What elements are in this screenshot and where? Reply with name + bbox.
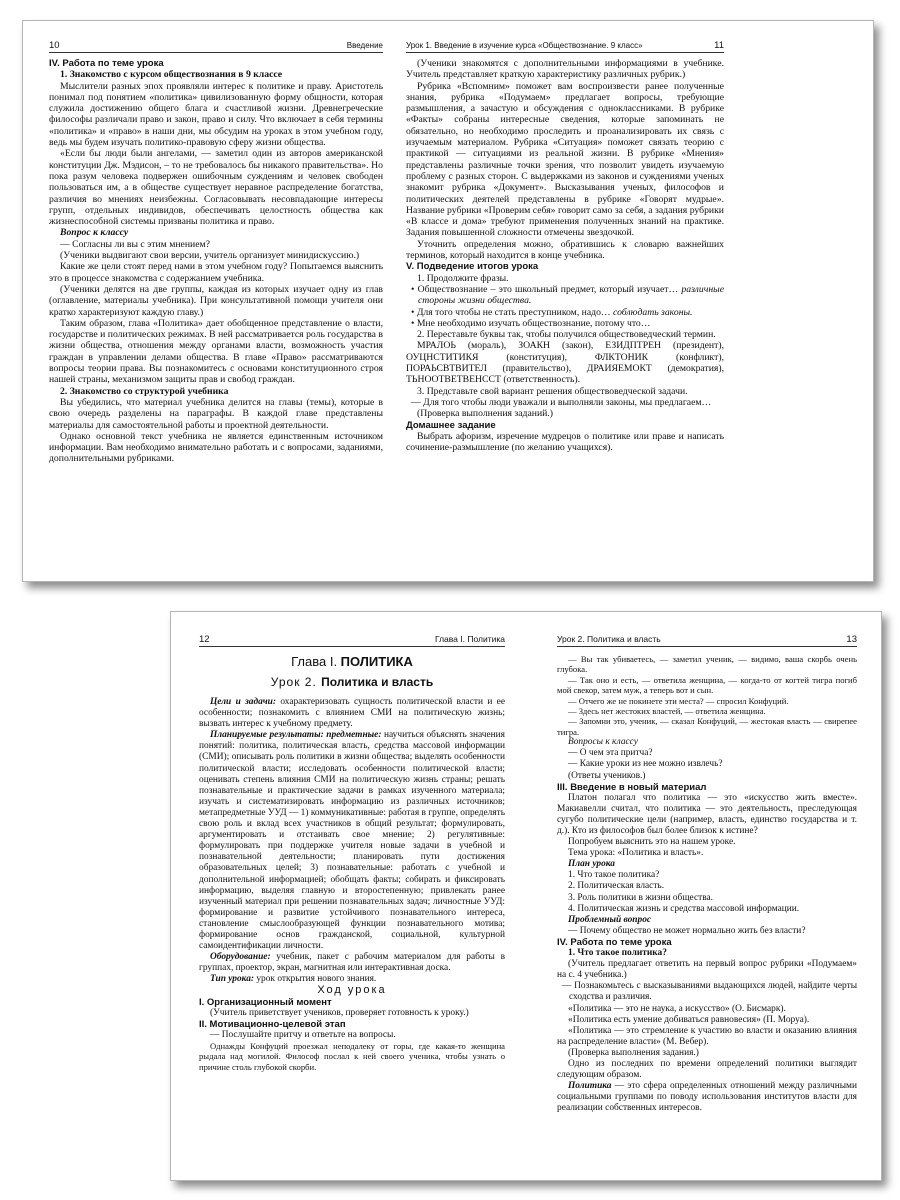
paragraph-text: Рубрика «Вспомним» поможет вам воспроизвести ранее полученные знания, рубрика «Подумаем» предлагает вопросы, требующие размышления, а зачастую и обсуждения с одноклассниками. В рубрике «Факты» собраны интересные сведения, которые запоминать не обязательно, но необходимо проследить и проанализировать их связь с изучаемым материалом. Рубрика «Ситуация» поможет связать теорию с практикой — ситуациями из реальной жизни. В рубрике «Мнения» представлены различные точки зрения, что позволит увидеть изучаемую проблему с разных сторон. С выдержками из законов и суждениями ученых знакомит рубрика «Документ». Высказывания ученых, философов и политических деятелей представлены в рубрике «Говорят мудрые». Название рубрики «Проверим себя» говорит само за себя, а задания рубрики «В классе и дома» требуют применения полученных знаний на практике. Задания повышенной сложности отмечены звездочкой. xyxy=(406,80,724,239)
running-head: Урок 2. Политика и власть xyxy=(557,634,661,644)
paragraph xyxy=(49,261,383,284)
paragraph xyxy=(406,431,724,454)
paragraph xyxy=(557,915,857,926)
paragraph-text: охарактеризовать сущность политической власти и ее особенности; познакомить с влиянием СМИ на политическую жизнь; вызвать интерес к учебному предмету. xyxy=(199,697,505,730)
paragraph xyxy=(406,329,724,340)
paragraph-text: • Обществознание – это школьный предмет, который изучает… xyxy=(411,283,682,295)
paragraph xyxy=(557,959,857,981)
paragraph-text: Однажды Конфуций проезжал неподалеку от горы, где какая-то женщина рыдала над могилой. Философ послал к ней своего ученика, чтобы узнать о причине столь глубокой скорби. xyxy=(199,1040,505,1072)
paragraph xyxy=(557,870,857,881)
paragraph-text: Платон полагал что политика — это «искусство жить вместе». Макиавелли считал, что политика — это деятельность, преследующая сугубо политические цели (например, власть, единство государства и т. д.). Кто из философов был более близок к истине? xyxy=(557,792,857,836)
page-body xyxy=(557,654,857,1114)
paragraph xyxy=(557,706,857,716)
paragraph-text: (Учитель предлагает ответить на первый вопрос рубрики «Подумаем» на с. 4 учебника.) xyxy=(557,959,857,981)
paragraph xyxy=(49,250,383,261)
paragraph xyxy=(557,1059,857,1081)
lead-label: Тип урока: xyxy=(210,974,255,985)
paragraph xyxy=(406,307,724,318)
emphasis-text: соблюдать законы. xyxy=(613,306,693,318)
paragraph xyxy=(557,904,857,915)
paragraph xyxy=(49,239,383,250)
paragraph-text: Вы убедились, что материал учебника делится на главы (темы), которые в свою очередь разделены на параграфы. В каждой главе представлены материалы для самостоятельной работы и проектной деятельности. xyxy=(49,396,383,431)
paragraph-text: V. Подведение итогов урока xyxy=(406,261,539,273)
paragraph xyxy=(557,737,857,748)
paragraph xyxy=(557,696,857,706)
paragraph-text: — Отчего же не покинете эти места? — спросил Конфуций. xyxy=(568,695,789,706)
paragraph-text: Мыслители разных эпох проявляли интерес к политике и праву. Аристотель понимал под понятием «политика» цивилизованную форму общности, которая служила достижению общего блага и счастливой жизни. Древнегреческие философы различали право и закон, право и силу. Что включает в себя термины «политика» и «право» в наши дни, мы обсудим на уроках в этом учебном году, ведь мы будем изучать политико-правовую сферу жизни общества. xyxy=(49,80,383,149)
paragraph-text: Однако основной текст учебника не является единственным источником информации. Вам необходимо внимательно работать и с вопросами, заданиями, дополнительными рубриками. xyxy=(49,430,383,465)
paragraph xyxy=(557,654,857,675)
paragraph-text: «Политика — это стремление к участию во власти и оказанию влияния на распределение власти» (М. Вебер). xyxy=(557,1025,857,1047)
paragraph xyxy=(557,881,857,892)
paragraph-text: 4. Политическая жизнь и средства массовой информации. xyxy=(568,903,800,914)
paragraph xyxy=(199,1008,505,1019)
section-heading xyxy=(199,997,505,1008)
paragraph-text: Таким образом, глава «Политика» дает обобщенное представление о власти, государстве и политических режимах. В ней рассматривается роль государства в жизни общества, отношения между органами власти, возможность участия граждан в управлении делами общества. В главе «Право» рассматриваются вопросы теории права. Вы познакомитесь с основами конституционного строя нашей страны, механизмом защиты прав и свобод граждан. xyxy=(49,317,383,386)
paragraph xyxy=(199,697,505,730)
lesson-name: Политика и власть xyxy=(321,675,434,689)
paragraph xyxy=(406,318,724,329)
section-heading xyxy=(406,261,724,272)
paragraph xyxy=(557,837,857,848)
running-head: Урок 1. Введение в изучение курса «Обществознание. 9 класс» xyxy=(406,41,643,50)
paragraph-text: (Проверка выполнения заданий.) xyxy=(417,408,553,420)
paragraph-text: (Проверка выполнения задания.) xyxy=(568,1047,699,1058)
paragraph-text: Домашнее задание xyxy=(406,419,496,431)
page-header xyxy=(557,634,857,647)
lead-label: Оборудование: xyxy=(210,952,271,963)
paragraph-text: (Ученики знакомятся с дополнительными информациями в учебнике. Учитель представляет краткую характеристику различных рубрик.) xyxy=(406,58,724,81)
paragraph xyxy=(406,58,724,81)
chapter-name: ПОЛИТИКА xyxy=(340,654,413,669)
paragraph-text: Проблемный вопрос xyxy=(568,914,652,925)
page-header xyxy=(199,634,505,647)
paragraph xyxy=(557,716,857,737)
paragraph-text: — это сфера определенных отношений между различными социальными группами по поводу использования институтов власти для реализации собственных интересов. xyxy=(557,1081,857,1114)
page-11 xyxy=(406,40,724,580)
lead-label: Цели и задачи: xyxy=(210,697,276,707)
paragraph xyxy=(557,748,857,759)
paragraph xyxy=(406,408,724,419)
paragraph xyxy=(406,397,724,408)
paragraph-text: «Если бы люди были ангелами, — заметил один из авторов американской конституции Дж. Мэдисон, – то не требовалось бы никакого правительства». Но пока разум человека подвержен ошибочным суждениям и человек свободен пользоваться им, а в обществе существует неравное распределение богатства, различия во мнениях неизбежны. Согласовывать несовпадающие интересы групп, отдельных индивидов, обеспечивать целостность общества как жизнеспособной системы призваны политика и право. xyxy=(49,148,383,228)
section-heading xyxy=(557,937,857,948)
paragraph-text: Ход урока xyxy=(317,984,387,997)
paragraph xyxy=(406,340,724,385)
paragraph-text: — Вы так убиваетесь, — заметил ученик, — видимо, ваша скорбь очень глубока. xyxy=(557,654,857,675)
paragraph-text: (Ученики выдвигают свои версии, учитель организует минидискуссию.) xyxy=(60,250,360,262)
lesson-title xyxy=(199,675,505,689)
paragraph-text: «Политика есть умение добиваться равновесия» (П. Моруа). xyxy=(568,1014,810,1025)
paragraph xyxy=(557,1081,857,1114)
paragraph-text: — Так оно и есть, — ответила женщина, — когда-то от когтей тигра погиб мой свекор, затем муж, а теперь вот и сын. xyxy=(557,674,857,696)
paragraph-text: (Ученики делятся на две группы, каждая из которых изучает одну из глав (оглавление, материалы учебника). При консультативной помощи учителя они кратко характеризуют каждую главу.) xyxy=(49,283,383,318)
paragraph-text: 3. Роль политики в жизни общества. xyxy=(568,892,714,903)
paragraph-text: IV. Работа по теме урока xyxy=(49,58,164,69)
paragraph xyxy=(557,675,857,696)
paragraph xyxy=(49,397,383,431)
paragraph xyxy=(49,81,383,149)
lead-term: Политика xyxy=(568,1081,612,1092)
section-heading xyxy=(199,985,505,996)
paragraph-text: План урока xyxy=(568,859,615,870)
paragraph-text: Вопрос к классу xyxy=(60,227,129,239)
paragraph xyxy=(557,926,857,937)
section-heading xyxy=(557,782,857,793)
paragraph xyxy=(199,952,505,974)
section-heading xyxy=(49,58,383,69)
paragraph-text: I. Организационный момент xyxy=(199,996,332,1008)
paragraph xyxy=(49,431,383,465)
paragraph-text: — Познакомьтесь с высказываниями выдающихся людей, найдите черты сходства и различия. xyxy=(562,981,857,1003)
page-body xyxy=(406,58,724,453)
paragraph xyxy=(199,1030,505,1041)
section-heading xyxy=(557,948,857,959)
paragraph-text: — Согласны ли вы с этим мнением? xyxy=(60,238,210,250)
paragraph xyxy=(49,284,383,318)
section-heading xyxy=(199,1019,505,1030)
page-number: 11 xyxy=(714,40,724,51)
chapter-prefix: Глава I. xyxy=(291,654,341,669)
paragraph-text: Какие же цели стоят перед нами в этом учебном году? Попытаемся выяснить это в процессе знакомства с содержанием учебника. xyxy=(49,261,383,284)
page-body xyxy=(199,697,505,1072)
page-12 xyxy=(199,634,505,1179)
paragraph-text: • Мне необходимо изучать обществознание, потому что… xyxy=(411,317,651,329)
paragraph-text: — Для того чтобы люди уважали и выполняли законы, мы предлагаем… xyxy=(411,396,712,408)
page-number: 12 xyxy=(199,634,210,645)
paragraph-text: • Для того чтобы не стать преступником, надо… xyxy=(411,306,614,318)
paragraph xyxy=(406,273,724,284)
paragraph-text: IV. Работа по теме урока xyxy=(557,936,672,948)
page-header xyxy=(406,40,724,53)
paragraph-text: — О чем эта притча? xyxy=(568,748,653,759)
paragraph xyxy=(199,730,505,952)
paragraph-text: Тема урока: «Политика и власть». xyxy=(568,848,704,859)
paragraph xyxy=(557,859,857,870)
paragraph xyxy=(49,148,383,227)
emphasis-text: различные стороны жизни общества. xyxy=(418,283,724,307)
paragraph-text: 1. Что такое политика? xyxy=(568,870,660,881)
paragraph-text: Попробуем выяснить это на нашем уроке. xyxy=(568,837,736,848)
paragraph-text: МРАЛОЬ (мораль), ЗОАКН (закон), ЕЗИДПТРЕН (президент), ОУЦНСТИТИКЯ (конституция), ФЛКТОНИК (конфликт), ПОРАЬСВТВИТЕЛ (правительство), ДРАИЯЕМОКТ (демократия), ТЬНООТВЕТВЕНССТ (ответственность). xyxy=(406,340,724,386)
page-13 xyxy=(557,634,857,1179)
page-10 xyxy=(49,40,383,580)
section-heading xyxy=(406,420,724,431)
section-heading xyxy=(49,386,383,397)
paragraph xyxy=(557,1048,857,1059)
lead-label: Планируемые результаты: предметные: xyxy=(210,730,382,741)
paragraph xyxy=(406,386,724,397)
paragraph-text: — Послушайте притчу и ответьте на вопросы. xyxy=(210,1029,396,1040)
paragraph-text: учебник, пакет с рабочим материалом для работы в группах, проектор, экран, магнитная или интерактивная доска. xyxy=(199,952,505,974)
paragraph-text: Одно из последних по времени определений политики выглядит следующим образом. xyxy=(557,1058,857,1081)
paragraph xyxy=(557,893,857,904)
paragraph-text: урок открытия нового знания. xyxy=(254,974,377,985)
paragraph xyxy=(557,1026,857,1048)
paragraph xyxy=(557,793,857,837)
paragraph-text: — Почему общество не может нормально жить без власти? xyxy=(568,925,806,936)
paragraph xyxy=(406,239,724,262)
paragraph-text: 2. Знакомство со структурой учебника xyxy=(60,385,229,397)
paragraph-text: (Учитель приветствует учеников, проверяет готовность к уроку.) xyxy=(210,1007,469,1018)
paragraph-text: 1. Знакомство с курсом обществознания в 9 классе xyxy=(60,69,283,81)
paragraph xyxy=(557,1004,857,1015)
paragraph xyxy=(557,771,857,782)
paragraph-text: — Здесь нет жестоких властей, — ответила женщина. xyxy=(568,706,766,717)
paragraph-text: 2. Политическая власть. xyxy=(568,881,665,892)
paragraph-text: «Политика — это не наука, а искусство» (О. Бисмарк). xyxy=(568,1003,786,1014)
chapter-title xyxy=(199,654,505,669)
paragraph xyxy=(557,759,857,770)
running-head: Глава I. Политика xyxy=(434,634,505,644)
lesson-prefix: Урок 2. xyxy=(270,675,322,689)
paragraph-text: 2. Переставьте буквы так, чтобы получился обществоведческий термин. xyxy=(417,329,716,341)
page-number: 10 xyxy=(49,40,60,51)
paragraph-text: Вопросы к классу xyxy=(568,737,638,748)
paragraph xyxy=(406,284,724,307)
paragraph-text: 1. Продолжите фразы. xyxy=(417,272,509,284)
paragraph-text: 1. Что такое политика? xyxy=(568,948,667,959)
section-heading xyxy=(49,69,383,80)
paragraph-text: Уточнить определения можно, обратившись к словарю важнейших терминов, который находится в конце учебника. xyxy=(406,238,724,262)
paragraph xyxy=(557,848,857,859)
paragraph xyxy=(199,1041,505,1072)
paragraph-text: научиться объяснять значения понятий: политика, политическая власть, средства массовой информации (СМИ); описывать роль политики в жизни общества; выделять особенности политической власти; исследовать особенности политической власти; оценивать степень влияния СМИ на политическую жизнь страны; решать познавательные и практические задачи в рамках изученного материала; изучать и систематизировать информацию из различных источников; метапредметные УУД — 1) коммуникативные: работая в группе, определять свою роль и вклад всех участников в общий результат; формулировать, аргументировать и отстаивать свое мнение; 2) регулятивные: формулировать при поддержке учителя новые задачи в учебной и познавательной деятельности; планировать пути достижения образовательных целей; 3) познавательные: работать с учебной и дополнительной информацией; обобщать факты; собирать и фиксировать информацию, выделяя главную и второстепенную; привлекать ранее изученный материал при решении познавательных задач; личностные УУД: формирование и развитие устойчивого познавательного интереса, становление смыслообразующей функции познавательного мотива; формирование основ гражданской, социальной, культурной самоидентификации личности. xyxy=(199,730,505,952)
paragraph xyxy=(406,81,724,239)
paragraph-text: — Какие уроки из нее можно извлечь? xyxy=(568,759,723,770)
page-number: 13 xyxy=(846,634,857,645)
paragraph-text: III. Введение в новый материал xyxy=(557,781,707,793)
page-header xyxy=(49,40,383,53)
paragraph xyxy=(557,1015,857,1026)
book-spread-1 xyxy=(22,20,874,582)
paragraph-text: 3. Представьте свой вариант решения обществоведческой задачи. xyxy=(417,385,688,397)
paragraph-text: II. Мотивационно-целевой этап xyxy=(199,1018,346,1030)
paragraph-text: — Запомни это, ученик, — сказал Конфуций, — жестокая власть — свирепее тигра. xyxy=(557,716,857,737)
book-spread-2 xyxy=(170,611,882,1181)
paragraph xyxy=(49,318,383,386)
paragraph-text: Выбрать афоризм, изречение мудрецов о политике или праве и написать сочинение-размышление (по желанию учащихся). xyxy=(406,430,724,454)
running-head: Введение xyxy=(346,41,383,50)
paragraph xyxy=(49,227,383,238)
paragraph-text: (Ответы учеников.) xyxy=(568,770,646,781)
page-body xyxy=(49,58,383,465)
paragraph xyxy=(557,981,857,1003)
